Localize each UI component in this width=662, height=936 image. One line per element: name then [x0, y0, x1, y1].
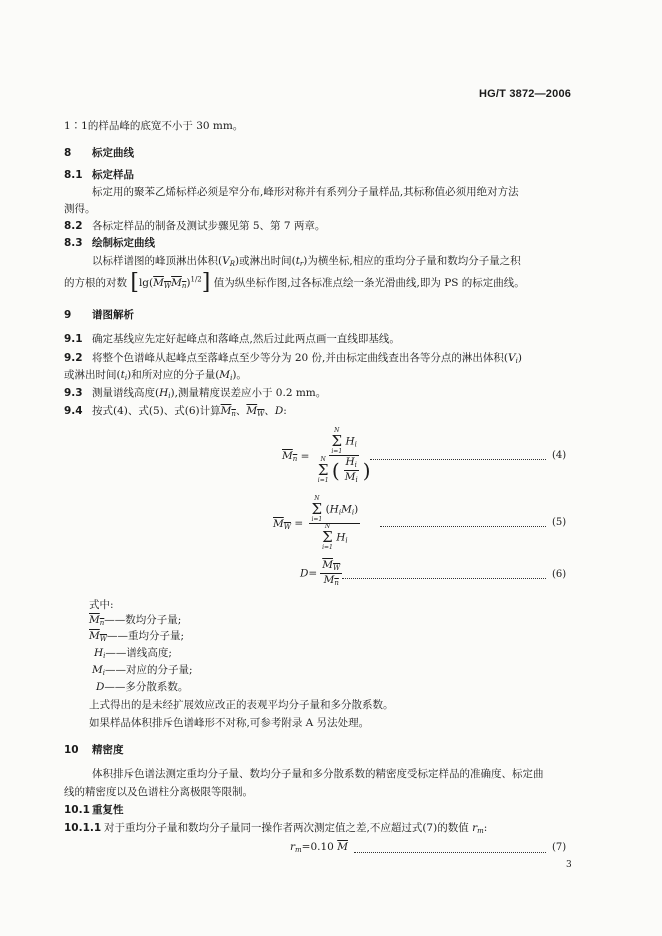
- subsection-number: 9.4: [64, 405, 83, 417]
- symbol-m: M: [322, 559, 333, 571]
- subscript: i: [124, 374, 128, 382]
- definition-text: ——对应的分子量;: [105, 664, 193, 676]
- definition-m: [92, 664, 193, 678]
- sum-lower: i=1: [317, 476, 329, 484]
- section-number: 10: [64, 744, 79, 756]
- equation-number: (6): [552, 569, 567, 580]
- equation-5: [273, 496, 363, 551]
- sum-sign: Σ: [317, 460, 329, 479]
- definition-text: ——重均分子量;: [106, 630, 185, 642]
- definition-text: ——数均分子量;: [104, 614, 182, 626]
- text-run: 或淋出时间(: [64, 369, 121, 381]
- text-run: 的方根的对数: [64, 277, 127, 289]
- mn-overbar: [282, 450, 297, 462]
- summation: [322, 524, 333, 551]
- sum-upper: N: [320, 455, 326, 463]
- section-heading-10: [64, 744, 124, 757]
- definition-mn: [89, 614, 181, 628]
- symbol-m: M: [323, 573, 335, 586]
- subscript: r: [299, 260, 304, 268]
- numerator: [320, 559, 342, 574]
- leader-dots: [354, 852, 546, 853]
- page-number: 3: [566, 860, 572, 870]
- summation: [331, 428, 342, 455]
- exponent: 1/2: [190, 275, 202, 284]
- text-run: )。: [232, 369, 247, 381]
- fraction: [320, 559, 342, 588]
- symbol-m: M: [153, 277, 164, 289]
- equals-sign: =: [308, 567, 318, 580]
- paragraph-line: 体积排斥色谱法测定重均分子量、数均分子量和多分散系数的精密度受标定样品的准确度、标定曲: [92, 768, 544, 780]
- subscript: n: [231, 410, 236, 418]
- paragraph-line-with-formula: 的方根的对数 $[\lg(M_WM_n)^{1/2}]$ 值为纵坐标作图,过各标准点绘一条光滑曲线,即为 PS 的标定曲线。: [64, 270, 525, 295]
- section-heading-8: [64, 147, 134, 160]
- subscript: W: [163, 282, 172, 290]
- subsection-8-2: [64, 220, 325, 233]
- mw-overbar: [246, 405, 264, 417]
- subsection-text: 确定基线应先定好起峰点和落峰点,然后过此两点画一直线即基线。: [92, 333, 400, 345]
- bracket-left: [: [130, 270, 139, 295]
- section-title: 标定曲线: [92, 147, 134, 159]
- sum-lower: i=1: [311, 516, 323, 523]
- fraction: [316, 428, 373, 485]
- symbol-m: M: [282, 450, 293, 463]
- subsection-number: 9.2: [64, 352, 83, 364]
- section-title: 精密度: [92, 744, 124, 756]
- subsection-9-4: [64, 405, 287, 419]
- sum-upper: N: [334, 427, 340, 434]
- definition-h: [94, 647, 172, 661]
- subscript: n: [334, 578, 339, 587]
- paragraph-line: 标定用的聚苯乙烯标样必须是窄分布,峰形对称并有系列分子量样品,其标称值必须用绝对方法: [92, 186, 519, 198]
- subscript: i: [354, 440, 357, 449]
- subscript: i: [351, 508, 355, 517]
- summation: [311, 496, 322, 523]
- subsection-text: 各标定样品的制备及测试步骤见第 5、第 7 两章。: [92, 220, 326, 232]
- mn-overbar: [89, 614, 104, 626]
- log-symbol: lg: [138, 277, 150, 289]
- symbol-m: M: [92, 664, 103, 676]
- subscript: W: [257, 410, 265, 418]
- mw-overbar: [322, 559, 340, 571]
- subsection-number: 9.3: [64, 387, 83, 399]
- definition-text: ——多分散系数。: [104, 681, 189, 693]
- definition-text: ——谱线高度;: [105, 647, 172, 659]
- sum-upper: N: [314, 495, 320, 502]
- subsection-9-2: [64, 352, 522, 366]
- subsection-title: 重复性: [92, 804, 124, 816]
- mn-overbar: [221, 405, 236, 417]
- subscript: i: [168, 392, 171, 400]
- fraction: [309, 496, 360, 551]
- symbol-m: M: [89, 630, 100, 642]
- subscript: i: [103, 652, 106, 660]
- denominator: [316, 456, 373, 485]
- mw-overbar: [153, 277, 186, 289]
- subsection-9-1: [64, 333, 400, 346]
- subsection-title: 标定样品: [92, 169, 134, 181]
- equation-7: [290, 841, 348, 855]
- section-heading-9: [64, 309, 134, 322]
- text-run: ): [517, 352, 522, 364]
- symbol-t: t: [295, 255, 300, 267]
- symbol-m: M: [246, 405, 258, 417]
- subscript: i: [338, 508, 342, 517]
- subsection-heading-8-3: [64, 237, 155, 250]
- subscript: W: [333, 564, 341, 572]
- text-run: 、: [235, 405, 247, 417]
- leader-dots: [380, 526, 546, 527]
- paragraph-line: [92, 255, 521, 269]
- mn-overbar: [324, 574, 339, 586]
- leader-dots: [342, 578, 546, 579]
- symbol-m: M: [341, 503, 352, 516]
- symbol-v: V: [222, 255, 230, 267]
- numerator: [344, 456, 359, 471]
- equation-4: [282, 428, 376, 485]
- subscript: n: [181, 282, 187, 290]
- paragraph-line: [64, 369, 247, 383]
- summation: [318, 457, 329, 484]
- subscript: W: [283, 522, 291, 531]
- subscript: R: [229, 260, 235, 268]
- subscript: i: [355, 475, 358, 484]
- text-run: 以标样谱图的峰顶淋出体积(: [92, 255, 223, 267]
- text-run: 、: [264, 405, 275, 417]
- equation-number: (4): [552, 450, 567, 461]
- symbol-d: D: [96, 681, 105, 693]
- equation-rhs: =0.10: [301, 841, 334, 853]
- equation-number: (5): [552, 517, 567, 528]
- paragraph-line: 1∶1的样品峰的底宽不小于 30 mm。: [64, 120, 244, 132]
- paragraph-line: 线的精密度以及色谱柱分离极限等限制。: [64, 786, 253, 798]
- symbol-r: r: [290, 841, 296, 853]
- where-label: 式中:: [89, 599, 114, 611]
- symbol-m: M: [89, 614, 100, 626]
- mw-overbar: [273, 518, 291, 530]
- definition-d: [96, 681, 188, 694]
- text-run: 按式(4)、式(5)、式(6)计算: [92, 405, 221, 417]
- symbol-m: M: [220, 405, 232, 417]
- symbol-d: D: [300, 567, 309, 580]
- symbol-h: H: [345, 456, 355, 468]
- subsection-number: 8.2: [64, 220, 83, 232]
- symbol-d: D: [274, 405, 284, 417]
- denominator: [320, 524, 350, 551]
- subsection-number: 10.1: [64, 804, 90, 816]
- text-run: 对于重均分子量和数均分子量同一操作者两次测定值之差,不应超过式(7)的数值: [104, 822, 469, 834]
- section-number: 8: [64, 147, 72, 159]
- symbol-h: H: [329, 503, 339, 516]
- subscript: m: [477, 827, 484, 835]
- subscript: W: [99, 635, 107, 643]
- paragraph-line: 测得。: [64, 203, 96, 215]
- leader-dots: [370, 459, 546, 460]
- subsection-heading-10-1: [64, 804, 124, 817]
- subsection-number: 8.3: [64, 237, 83, 249]
- text-run: )为横坐标,相应的重均分子量和数均分子量之积: [303, 255, 521, 267]
- text-run: 测量谱线高度(: [92, 387, 160, 399]
- section-number: 9: [64, 309, 72, 321]
- sum-sign: Σ: [331, 432, 343, 450]
- bracket-right: ]: [201, 270, 211, 295]
- symbol-m-overbar: $\overline{M}$: [337, 841, 348, 853]
- text-run: )和所对应的分子量(: [127, 369, 220, 381]
- symbol-v: V: [507, 352, 516, 364]
- sum-upper: N: [324, 523, 331, 530]
- subsection-number: 8.1: [64, 169, 83, 181]
- subscript: i: [345, 536, 348, 545]
- symbol-t: t: [120, 369, 125, 381]
- equation-number: (7): [552, 842, 567, 853]
- denominator: [322, 574, 341, 588]
- denominator: [343, 471, 360, 485]
- symbol-h: H: [94, 647, 104, 659]
- symbol-m: M: [273, 517, 284, 530]
- symbol-r: r: [472, 822, 478, 834]
- sum-sign: Σ: [311, 500, 323, 518]
- text-run: :: [283, 405, 287, 417]
- subscript: n: [292, 455, 298, 464]
- subscript: i: [354, 461, 357, 469]
- symbol-m: M: [171, 277, 182, 289]
- subscript: i: [515, 357, 518, 365]
- subscript: m: [295, 846, 302, 854]
- text-run: :: [483, 822, 488, 834]
- text-run: ),测量精度误差应小于 0.2 mm。: [170, 387, 327, 399]
- numerator: [329, 428, 359, 456]
- symbol-h: H: [336, 531, 346, 544]
- equation-6: [300, 559, 345, 588]
- mw-overbar: [89, 630, 107, 642]
- symbol-m: M: [344, 470, 356, 483]
- section-title: 谱图解析: [92, 309, 134, 321]
- subscript: n: [99, 619, 105, 627]
- subscript: i: [102, 669, 106, 677]
- sum-sign: Σ: [322, 528, 333, 546]
- numerator: N Σ i=1 $(H_iM_i)$: [311, 495, 359, 523]
- subsection-heading-8-1: [64, 169, 134, 182]
- paren-right: ): [362, 458, 371, 483]
- inner-fraction: [343, 456, 360, 485]
- equals-sign: =: [300, 450, 310, 463]
- definition-mw: [89, 630, 184, 644]
- symbol-m: M: [219, 369, 231, 381]
- paren-left: (: [331, 458, 340, 483]
- subsection-number: 10.1.1: [64, 822, 102, 834]
- text-run: 将整个色谱峰从起峰点至落峰点至少等分为 20 份,并由标定曲线查出各等分点的淋出体积(: [92, 352, 508, 364]
- paragraph-line: 上式得出的是未经扩展效应改正的表观平均分子量和多分散系数。: [89, 699, 394, 711]
- subsection-title: 绘制标定曲线: [92, 237, 155, 249]
- subsection-10-1-1: [64, 822, 487, 836]
- subscript: i: [230, 374, 233, 382]
- text-run: )或淋出时间(: [234, 255, 296, 267]
- symbol-h: H: [159, 387, 169, 399]
- paragraph-line: 如果样品体积排斥色谱峰形不对称,可参考附录 A 另法处理。: [89, 717, 370, 729]
- sum-lower: i=1: [331, 448, 343, 455]
- subsection-number: 9.1: [64, 333, 83, 345]
- text-run: 值为纵坐标作图,过各标准点绘一条光滑曲线,即为 PS 的标定曲线。: [213, 277, 525, 289]
- standard-code-header: HG/T 3872—2006: [479, 88, 572, 100]
- equals-sign: =: [294, 517, 304, 530]
- subsection-9-3: [64, 387, 326, 401]
- sum-lower: i=1: [322, 544, 333, 551]
- symbol-h: H: [345, 435, 355, 448]
